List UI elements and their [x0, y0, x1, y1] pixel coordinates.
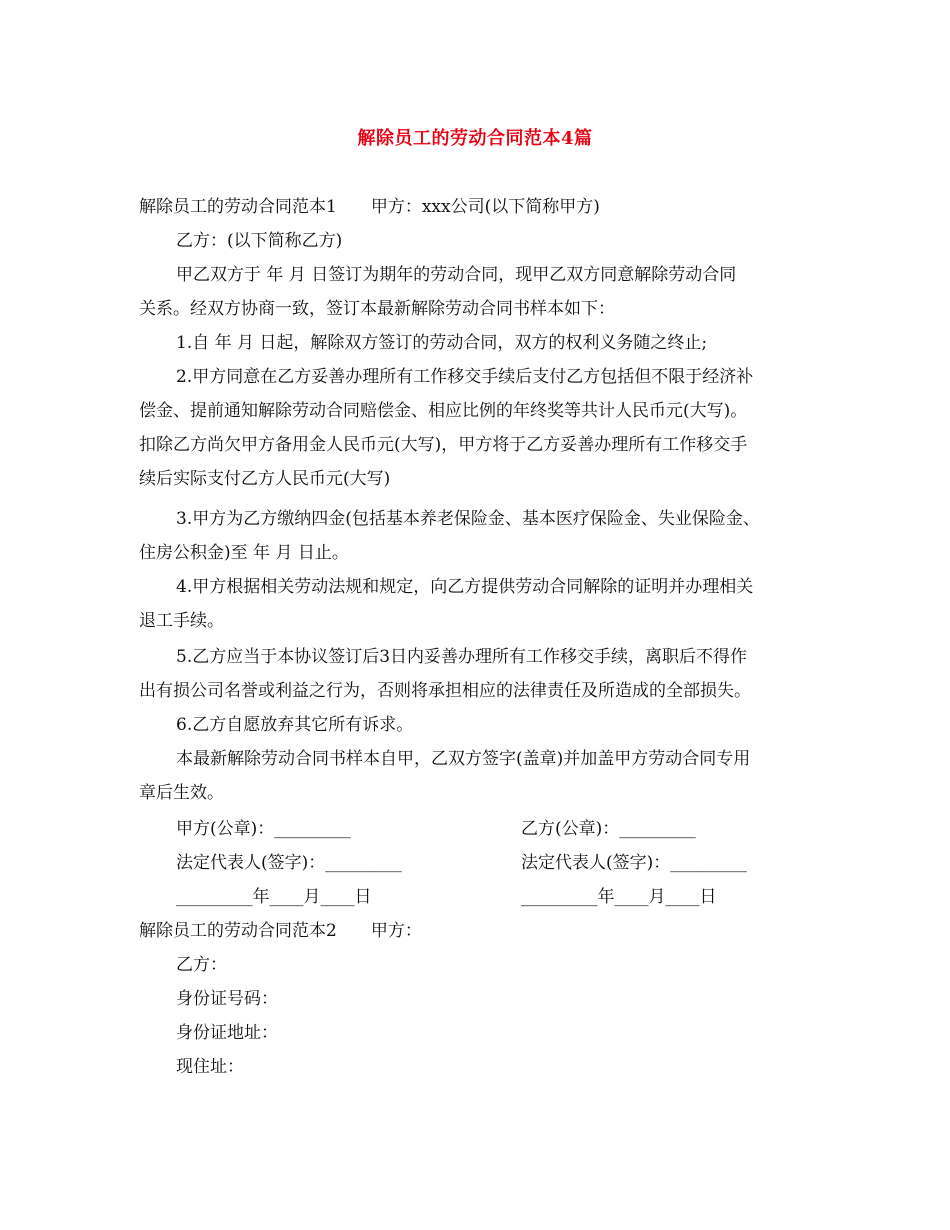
template1-item1: 1.自 年 月 日起，解除双方签订的劳动合同，双方的权利义务随之终止;: [176, 333, 708, 353]
template1-item3-line2: 住房公积金)至 年 月 日止。: [139, 543, 349, 563]
template1-item2-line2: 偿金、提前通知解除劳动合同赔偿金、相应比例的年终奖等共计人民币元(大写)。: [139, 401, 748, 421]
template1-intro-line1: 甲乙双方于 年 月 日签订为期年的劳动合同，现甲乙双方同意解除劳动合同: [176, 265, 737, 285]
template1-item6: 6.乙方自愿放弃其它所有诉求。: [176, 715, 414, 735]
template1-item2-line1: 2.甲方同意在乙方妥善办理所有工作移交手续后支付乙方包括但不限于经济补: [176, 367, 754, 387]
template1-heading-line: [139, 195, 600, 219]
template1-party-b: 乙方：(以下简称乙方): [176, 231, 343, 251]
template1-item3-line1: 3.甲方为乙方缴纳四金(包括基本养老保险金、基本医疗保险金、失业保险金、: [176, 509, 760, 529]
template1-item4-line1: 4.甲方根据相关劳动法规和规定，向乙方提供劳动合同解除的证明并办理相关: [176, 577, 754, 597]
template2-heading-line: [139, 919, 422, 943]
template1-heading: 解除员工的劳动合同范本1: [139, 197, 337, 217]
template2-party-a: 甲方：: [370, 921, 422, 941]
template2-current-address: 现住址：: [176, 1057, 244, 1077]
template1-item4-line2: 退工手续。: [139, 611, 224, 631]
template1-item5-line1: 5.乙方应当于本协议签订后3日内妥善办理所有工作移交手续，离职后不得作: [176, 647, 748, 667]
template2-id-address: 身份证地址：: [176, 1023, 278, 1043]
party-a-representative-field: 法定代表人(签字)：_________: [176, 853, 402, 873]
template1-party-a: 甲方：xxx公司(以下简称甲方): [370, 197, 600, 217]
template1-effect-line1: 本最新解除劳动合同书样本自甲，乙双方签字(盖章)并加盖甲方劳动合同专用: [176, 749, 751, 769]
party-b-representative-field: 法定代表人(签字)：_________: [521, 853, 747, 873]
template2-party-b: 乙方：: [176, 955, 227, 975]
template1-item2-line3: 扣除乙方尚欠甲方备用金人民币元(大写)，甲方将于乙方妥善办理所有工作移交手: [139, 435, 748, 455]
template1-intro-line2: 关系。经双方协商一致，签订本最新解除劳动合同书样本如下：: [139, 299, 615, 319]
template2-heading: 解除员工的劳动合同范本2: [139, 921, 337, 941]
template1-item2-line4: 续后实际支付乙方人民币元(大写): [139, 469, 391, 489]
party-a-date-field: _________年____月____日: [176, 887, 372, 907]
template1-item5-line2: 出有损公司名誉或利益之行为，否则将承担相应的法律责任及所造成的全部损失。: [139, 681, 751, 701]
document-title: 解除员工的劳动合同范本4篇: [357, 128, 593, 149]
party-b-seal-field: 乙方(公章)：_________: [521, 819, 696, 839]
party-a-seal-field: 甲方(公章)：_________: [176, 819, 351, 839]
party-b-date-field: _________年____月____日: [521, 887, 717, 907]
template1-effect-line2: 章后生效。: [139, 783, 224, 803]
template2-id-number: 身份证号码：: [176, 989, 278, 1009]
